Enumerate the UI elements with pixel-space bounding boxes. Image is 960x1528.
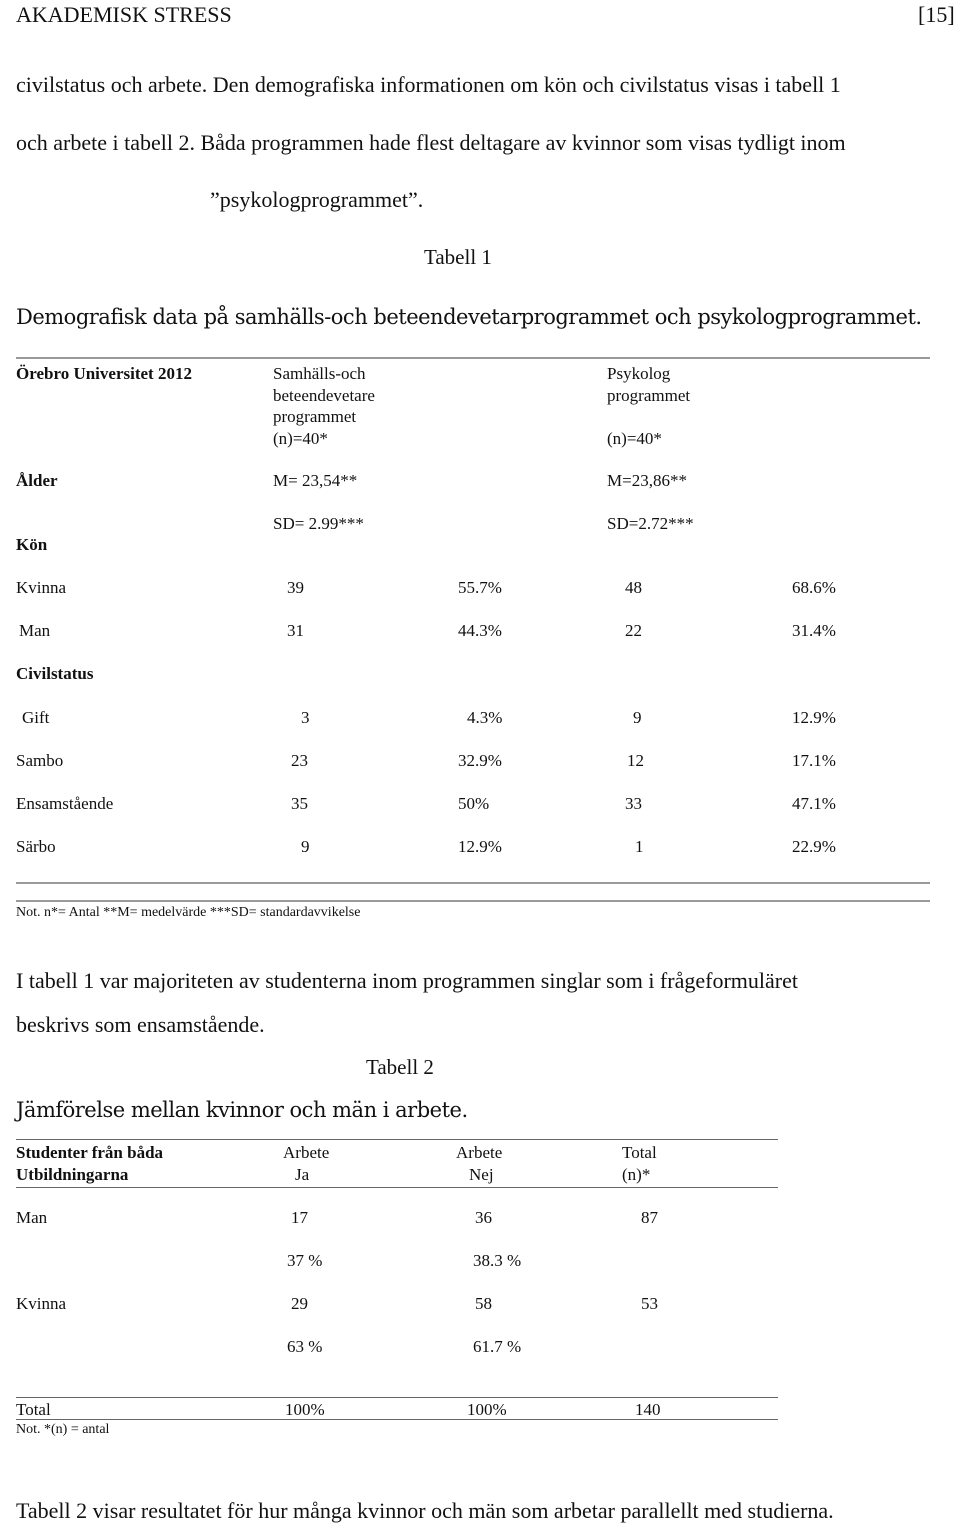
table-1-age-sd-2: SD=2.72*** — [607, 514, 694, 533]
table-row-label: Kvinna — [16, 578, 67, 597]
table-2-bottom-rule — [16, 1419, 778, 1420]
table-cell-ja-pct: 37 % — [287, 1251, 323, 1270]
page-number: [15] — [918, 2, 955, 27]
table-cell-p1: 12.9% — [458, 837, 502, 856]
table-row-label: Man — [16, 1208, 48, 1227]
table-1-header-col1-line2: beteendevetare — [273, 386, 375, 405]
table-1-header-col2-line2: programmet — [607, 386, 691, 405]
table-cell-nej-pct: 61.7 % — [473, 1337, 522, 1356]
paragraph-3-line-1: Tabell 2 visar resultatet för hur många kvinnor och män som arbetar parallellt med studierna. — [16, 1498, 834, 1523]
table-cell-n1: 3 — [301, 708, 310, 727]
table-cell-n1: 35 — [291, 794, 308, 813]
table-2-note: Not. *(n) = antal — [16, 1422, 110, 1437]
table-cell-p1: 4.3% — [467, 708, 503, 727]
table-1-bottom-rule — [16, 882, 930, 884]
table-1-header-col1-line3: programmet — [273, 407, 357, 426]
table-2-label: Tabell 2 — [366, 1055, 434, 1079]
table-cell-n2: 48 — [625, 578, 642, 597]
table-cell-p2: 17.1% — [792, 751, 836, 770]
paragraph-1-line-2: och arbete i tabell 2. Båda programmen hade flest deltagare av kvinnor som visas tydligt inom — [16, 130, 846, 155]
table-2-total-rule — [16, 1397, 778, 1398]
table-cell-p2: 68.6% — [792, 578, 836, 597]
table-row-label: Särbo — [16, 837, 56, 856]
table-2-total-total: 140 — [635, 1400, 661, 1419]
table-cell-p1: 44.3% — [458, 621, 502, 640]
table-cell-n2: 9 — [633, 708, 642, 727]
table-cell-p1: 55.7% — [458, 578, 502, 597]
table-2-header-col3-line1: Total — [622, 1143, 657, 1162]
table-1-header-col1-line1: Samhälls-och — [273, 364, 366, 383]
table-cell-nej-pct: 38.3 % — [473, 1251, 522, 1270]
table-2-header-col2-line2: Nej — [469, 1165, 494, 1184]
table-row-label: Sambo — [16, 751, 64, 770]
table-cell-n2: 22 — [625, 621, 642, 640]
table-1-note-rule — [16, 900, 930, 902]
table-2-total-ja: 100% — [285, 1400, 325, 1419]
table-2-top-rule — [16, 1139, 778, 1140]
table-cell-total: 87 — [641, 1208, 658, 1227]
table-1-note: Not. n*= Antal **M= medelvärde ***SD= standardavvikelse — [16, 905, 361, 920]
table-cell-n2: 12 — [627, 751, 644, 770]
table-1-top-rule — [16, 357, 930, 359]
table-cell-p1: 50% — [458, 794, 490, 813]
table-cell-total: 53 — [641, 1294, 658, 1313]
table-cell-ja: 17 — [291, 1208, 308, 1227]
table-cell-p1: 32.9% — [458, 751, 502, 770]
table-1-header-col2-line3: (n)=40* — [607, 429, 662, 448]
table-2-header-col3-line2: (n)* — [622, 1165, 651, 1184]
table-2-header-col1-line2: Ja — [295, 1165, 310, 1184]
table-cell-n2: 33 — [625, 794, 642, 813]
table-1-header-col0: Örebro Universitet 2012 — [16, 364, 192, 383]
table-2-header-col2-line1: Arbete — [456, 1143, 503, 1162]
table-1-age-sd-1: SD= 2.99*** — [273, 514, 364, 533]
table-cell-n2: 1 — [635, 837, 644, 856]
table-2-header-col0-line1: Studenter från båda — [16, 1143, 164, 1162]
table-row-label: Man — [19, 621, 51, 640]
table-cell-nej: 58 — [475, 1294, 492, 1313]
table-cell-ja: 29 — [291, 1294, 308, 1313]
table-2-total-label: Total — [16, 1400, 51, 1419]
table-cell-n1: 31 — [287, 621, 304, 640]
table-1-age-mean-1: M= 23,54** — [273, 471, 358, 490]
running-header-title: AKADEMISK STRESS — [16, 2, 232, 27]
table-1-header-col1-line4: (n)=40* — [273, 429, 328, 448]
table-cell-ja-pct: 63 % — [287, 1337, 323, 1356]
table-cell-n1: 39 — [287, 578, 304, 597]
paragraph-2-line-1: I tabell 1 var majoriteten av studenterna inom programmen singlar som i frågeformuläret — [16, 968, 798, 993]
table-2-title: Jämförelse mellan kvinnor och män i arbete. — [16, 1098, 468, 1122]
table-row-label: Kvinna — [16, 1294, 67, 1313]
table-1-header-col2-line1: Psykolog — [607, 364, 671, 383]
table-2-total-nej: 100% — [467, 1400, 507, 1419]
paragraph-1-line-1: civilstatus och arbete. Den demografiska informationen om kön och civilstatus visas i tabell 1 — [16, 72, 841, 97]
table-2-header-rule — [16, 1187, 778, 1188]
table-cell-p2: 12.9% — [792, 708, 836, 727]
table-cell-nej: 36 — [475, 1208, 492, 1227]
table-1-gender-label: Kön — [16, 535, 48, 554]
table-cell-p2: 47.1% — [792, 794, 836, 813]
table-row-label: Gift — [22, 708, 50, 727]
table-cell-n1: 23 — [291, 751, 308, 770]
table-1-title: Demografisk data på samhälls-och beteendevetarprogrammet och psykologprogrammet. — [16, 305, 922, 329]
table-cell-p2: 22.9% — [792, 837, 836, 856]
table-cell-p2: 31.4% — [792, 621, 836, 640]
table-2-header-col0-line2: Utbildningarna — [16, 1165, 129, 1184]
table-cell-n1: 9 — [301, 837, 310, 856]
table-1-civil-label: Civilstatus — [16, 664, 94, 683]
paragraph-1-line-3: ”psykologprogrammet”. — [210, 187, 424, 212]
table-1-age-mean-2: M=23,86** — [607, 471, 687, 490]
table-2-header-col1-line1: Arbete — [283, 1143, 330, 1162]
paragraph-2-line-2: beskrivs som ensamstående. — [16, 1012, 265, 1037]
table-row-label: Ensamstående — [16, 794, 114, 813]
table-1-age-label: Ålder — [16, 471, 58, 490]
table-1-label: Tabell 1 — [424, 245, 492, 269]
